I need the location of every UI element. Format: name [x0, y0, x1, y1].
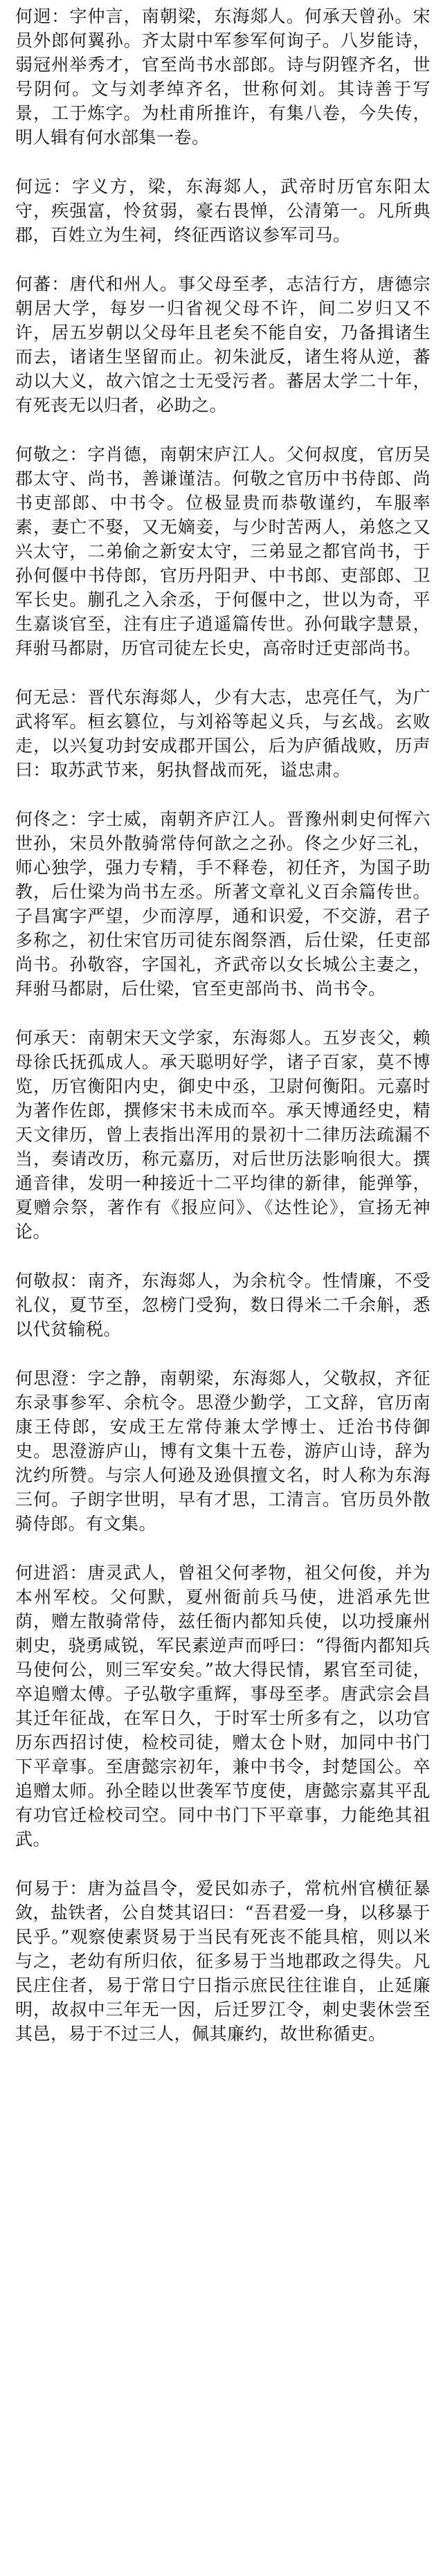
entry-name: 何思澄: [15, 1368, 70, 1388]
entry-text: ：唐代和州人。事父母至孝，志洁行方，唐德宗朝居大学，每岁一归省视父母不许，间二岁归又不许，居五岁朝以父母年且老矣不能自安，乃备揖诸生而去，诸诸生坚留而止。初朱泚反，诸生将从逆，蕃动以大义，故六馆之士无受污者。蕃居太学二十年，有死丧无以归者，必助之。: [15, 274, 431, 415]
biography-entry: [15, 1269, 431, 1341]
entry-name: 何敬叔: [15, 1271, 70, 1291]
entry-name: 何无忌: [15, 687, 70, 707]
entry-name: 何敬之: [15, 444, 70, 464]
biography-entry: [15, 4, 431, 149]
biography-entry: [15, 807, 431, 1001]
biography-entry: [15, 685, 431, 782]
biography-entry: [15, 1561, 431, 1851]
entry-text: ：字肖德，南朝宋庐江人。父何叔度，官历吴郡太守、尚书，善谦谨洁。何敬之官历中书侍郎、尚书吏部郎、中书令。位极显贵而恭敬谨约，车服率素，妻亡不娶，又无嫡妾，与少时苦两人，弟悠之又兴太守，二弟偷之新安太守，三弟显之都官尚书，于孙何偃中书侍郎，官历丹阳尹、中书郎、吏部郎、卫军长史。蒯孔之入余丞，于何偃中之，世以为奇，平生嘉谈官至，注有庄子逍遥篇传世。孙何戢字慧景，拜驸马都尉，历官司徒左长史，高帝时迁吏部尚书。: [15, 444, 431, 658]
entry-name: 何进滔: [15, 1563, 70, 1583]
entry-text: ：南齐，东海郯人，为余杭令。性情廉，不受礼仪，夏节至，忽榜门受狗，数日得米二千余斛，悉以代贫输税。: [15, 1271, 431, 1339]
entry-text: ：字之静，南朝梁，东海郯人，父敬叔，齐征东录事参军、余杭令。思澄少勤学，工文辞，官历南康王侍郎，安成王左常侍兼太学博士、迁治书侍御史。思澄游庐山，博有文集十五卷，游庐山诗，辞为沈约所赞。与宗人何逊及逊俱擅文名，时人称为东海三何。子朗字世明，早有才思，工清言。官历员外散骑侍郎。有文集。: [15, 1368, 431, 1534]
entry-text: ：字仲言，南朝梁，东海郯人。何承天曾孙。宋员外郎何翼孙。齐太尉中军参军何询子。八岁能诗，弱冠州举秀才，官至尚书水部郎。诗与阴铿齐名，世号阴何。文与刘孝绰齐名，世称何刘。其诗善于写景，工于炼字。为杜甫所推许，有集八卷，今失传，明人辑有何水部集一卷。: [15, 6, 431, 147]
biography-entry: [15, 174, 431, 247]
entry-name: 何佟之: [15, 809, 70, 829]
biography-entry: [15, 1876, 431, 2046]
entry-text: ：唐灵武人，曾祖父何孝物，祖父何俊，并为本州军校。父何默，夏州衙前兵马使，进滔承先世荫，赠左散骑常侍，兹任衙内都知兵使，以功授廉州刺史，骁勇咸锐，军民素逆声而呼曰：“得衙内都知兵马使何公，则三军安矣。”故大得民情，累官至司徒，卒追赠太傅。子弘敬字重辉，事母至孝。唐武宗会昌其迁年征战，在军日久，于时军士所多有之，以功官历东西招讨使，检校司徒，赠太仓卜财，加同中书门下平章事。至唐懿宗初年，兼中书令，封楚国公。卒追赠太师。孙全睦以世袭军节度使，唐懿宗嘉其平乱有功官迁检校司空。同中书门下平章事，力能绝其祖武。: [15, 1563, 431, 1849]
entry-name: 何易于: [15, 1878, 70, 1898]
entry-name: 何蕃: [15, 274, 52, 294]
biography-entry: [15, 272, 431, 417]
entry-name: 何承天: [15, 1028, 70, 1048]
biography-entry: [15, 1026, 431, 1244]
entry-text: ：字士威，南朝齐庐江人。晋豫州刺史何恽六世孙，宋员外散骑常侍何歆之之孙。佟之少好三礼，师心独学，强力专精，手不释卷，初任齐，为国子助教，后仕梁为尚书左丞。所著文章礼义百余篇传世。子昌寓字严望，少而淳厚，通和识爱，不交游，君子多称之，初仕宋官历司徒东阁祭酒，后仕梁，任吏部尚书。孙敬容，字国礼，齐武帝以女长城公主妻之，拜驸马都尉，后仕梁，官至吏部尚书、尚书令。: [15, 809, 431, 999]
biography-entry: [15, 1366, 431, 1536]
biography-entry: [15, 442, 431, 660]
entry-text: ：南朝宋天文学家，东海郯人。五岁丧父，赖母徐氏抚孤成人。承天聪明好学，诸子百家，莫不博览，历官衡阳内史，御史中丞，卫尉何衡阳。元嘉时为著作佐郎，撰修宋书未成而卒。承天博通经史，精天文律历，曾上表指出浑用的景初十二律历法疏漏不当，奏请改历，称元嘉历，对后世历法影响很大。撰通音律，发明一种接近十二平均律的新律，能弹筝，夏赠佘祭，著作有《报应问》、《达性论》，宣扬无神论。: [15, 1028, 431, 1242]
entry-text: ：晋代东海郯人，少有大志，忠亮任气，为广武将军。桓玄篡位，与刘裕等起义兵，与玄战。玄败走，以兴复功封安成郡开国公，后为庐循战败，历声曰：取苏武节来，躬执督战而死，谥忠肃。: [15, 687, 431, 780]
entry-name: 何迥: [15, 6, 52, 26]
entry-name: 何远: [15, 176, 53, 197]
entry-text: ：唐为益昌令，爱民如赤子，常杭州官横征暴敛，盐铁者，公自焚其诏曰：“吾君爱一身，以移暴于民乎。”观察使素贤易于当民有死丧不能具棺，则以米与之，老幼有所归依，征多易于当地郡政之得失。凡民庄住者，易于常日宁日指示庶民往往谁自，止延廉明，故叔中三年无一因，后迁罗江令，刺史裴休尝至其邑，易于不过三人，佩其廉约，故世称循吏。: [15, 1878, 431, 2044]
entry-text: ：字义方，梁，东海郯人，武帝时历官东阳太守，疾强富，怜贫弱，豪右畏惮，公清第一。凡所典郡，百姓立为生祠，终征西谘议参军司马。: [15, 176, 431, 245]
